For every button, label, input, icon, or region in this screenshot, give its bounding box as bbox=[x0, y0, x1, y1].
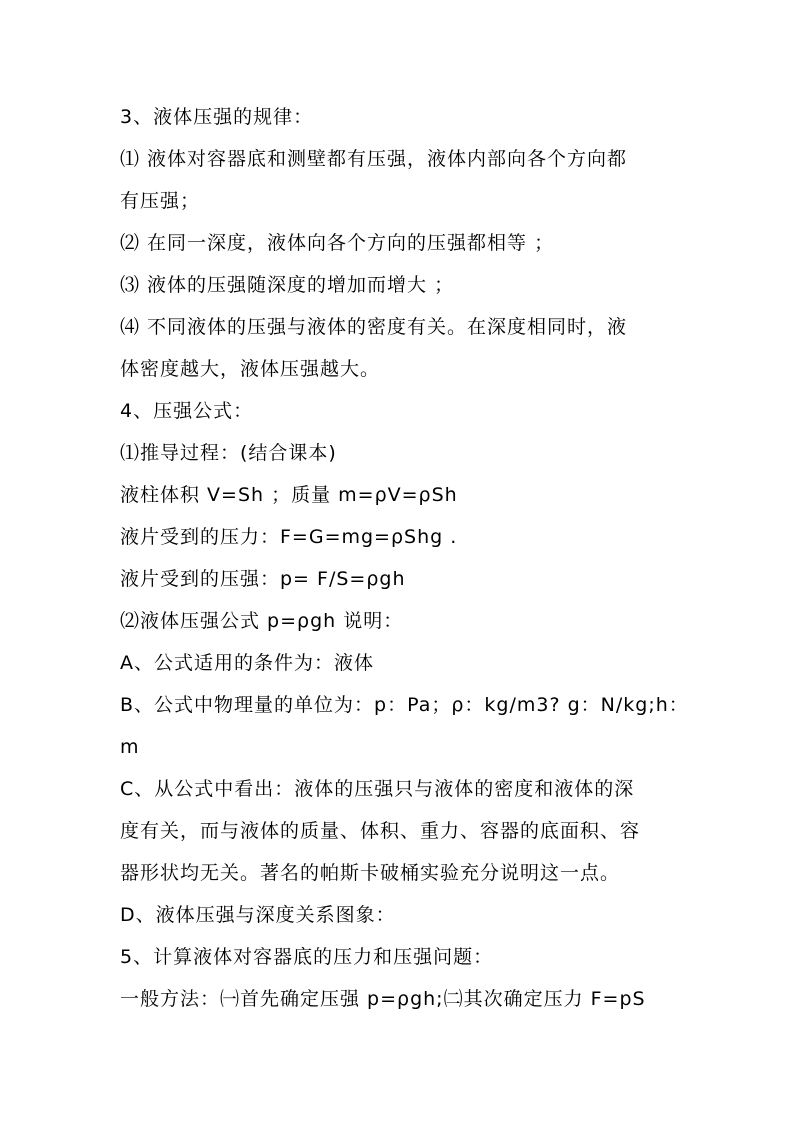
text-line: ⑶ 液体的压强随深度的增加而增大 ； bbox=[120, 274, 455, 296]
text-line: 3、液体压强的规律： bbox=[120, 106, 314, 128]
text-line: 液片受到的压强：p= F/S=ρgh bbox=[120, 568, 406, 590]
text-line: 一般方法：㈠首先确定压强 p=ρgh;㈡其次确定压力 F=pS bbox=[120, 988, 646, 1010]
section-heading: 5、计算液体对容器底的压力和压强问题： bbox=[120, 946, 494, 968]
text-line: ⑵液体压强公式 p=ρgh 说明： bbox=[120, 610, 404, 632]
text-line: 液片受到的压力：F=G=mg=ρShg . bbox=[120, 526, 458, 548]
text-line: ⑴ 液体对容器底和测壁都有压强，液体内部向各个方向都 bbox=[120, 148, 628, 170]
text-line: C、从公式中看出：液体的压强只与液体的密度和液体的深 bbox=[120, 778, 635, 800]
text-line: A、公式适用的条件为：液体 bbox=[120, 652, 374, 674]
text-line: ⑷ 不同液体的压强与液体的密度有关。在深度相同时，液 bbox=[120, 316, 628, 338]
text-line: ⑵ 在同一深度，液体向各个方向的压强都相等 ； bbox=[120, 232, 555, 254]
text-line: B、公式中物理量的单位为：p：Pa；ρ：kg/m3? g：N/kg;h： bbox=[120, 694, 689, 716]
text-line: 液柱体积 V=Sh ；质量 m=ρV=ρSh bbox=[120, 484, 458, 506]
text-line: ⑴推导过程：(结合课本) bbox=[120, 442, 337, 464]
text-line: m bbox=[120, 736, 140, 758]
text-line: D、液体压强与深度关系图象： bbox=[120, 904, 396, 926]
text-line: 度有关，而与液体的质量、体积、重力、容器的底面积、容 bbox=[120, 820, 641, 842]
section-heading: 4、压强公式： bbox=[120, 400, 254, 422]
text-line: 器形状均无关。著名的帕斯卡破桶实验充分说明这一点。 bbox=[120, 862, 621, 884]
text-line: 体密度越大，液体压强越大。 bbox=[120, 358, 381, 380]
text-line: 有压强； bbox=[120, 190, 201, 212]
